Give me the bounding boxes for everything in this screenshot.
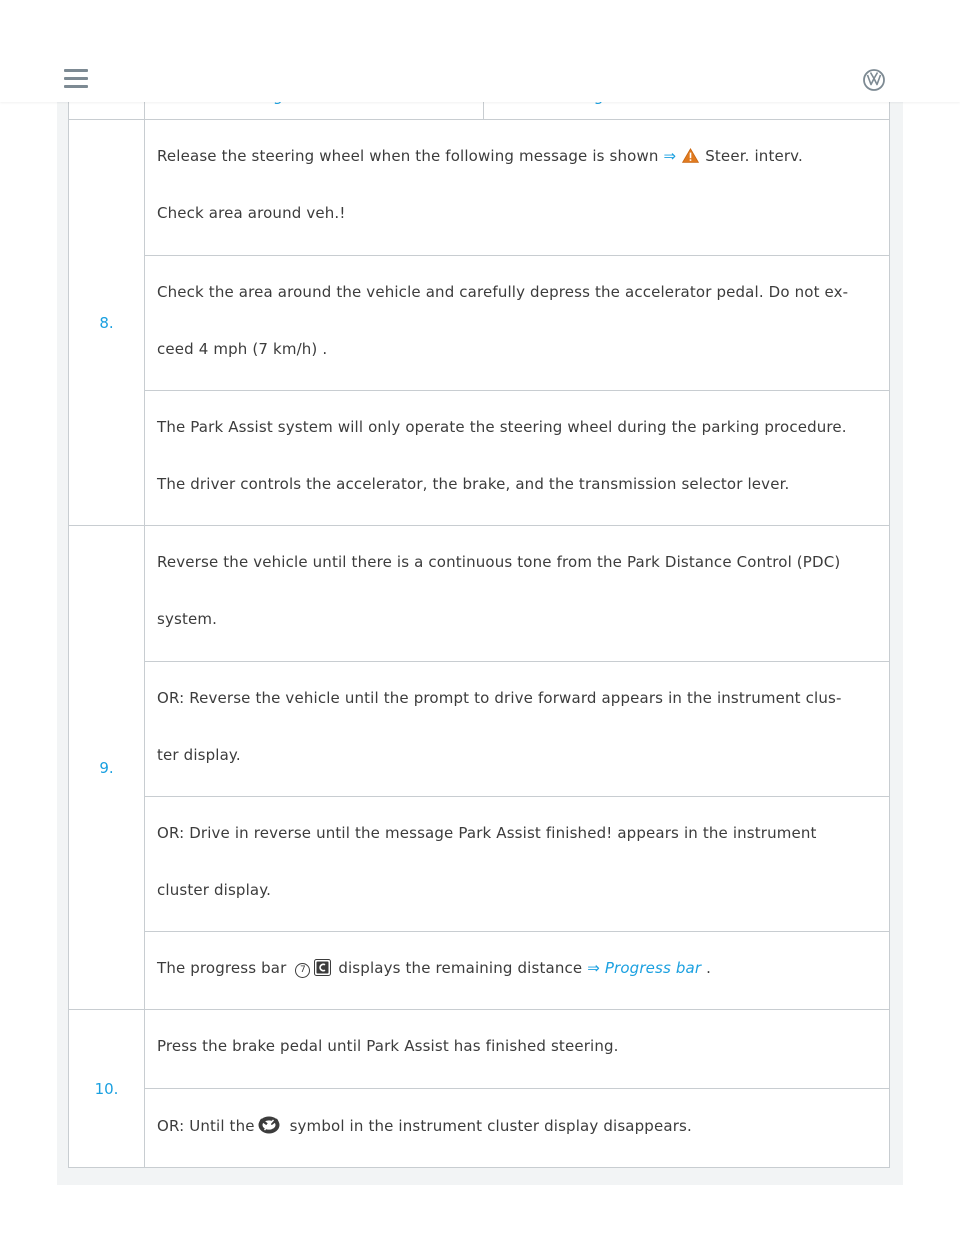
step-text-line: cluster display. (157, 881, 272, 899)
step-cell (145, 1010, 889, 1088)
hamburger-menu-icon[interactable] (64, 69, 88, 89)
top-bar (0, 0, 960, 102)
step-cell (145, 661, 889, 796)
step-number: 10. (69, 1010, 145, 1167)
step-cell (145, 526, 889, 661)
step-text-line: Check area around veh.! (157, 204, 346, 222)
step-8-row (69, 120, 889, 525)
step-text-line: Check the area around the vehicle and carefully depress the accelerator pedal. Do not ex- (157, 283, 849, 301)
step-cell (145, 931, 889, 1009)
step-cell (145, 390, 889, 525)
step-text-line: system. (157, 610, 218, 628)
steps-table (68, 119, 890, 1168)
warning-arrow-link[interactable]: ⇒ (663, 147, 677, 165)
step-text-line: ceed 4 mph (7 km/h) . (157, 340, 328, 358)
callout-c-icon (314, 959, 331, 976)
step-text-line: The Park Assist system will only operate the steering wheel during the parking procedure. (157, 418, 847, 436)
step-cell (145, 120, 889, 255)
step-text-line: Release the steering wheel when the following message is shown ⇒ Steer. interv. (157, 147, 803, 165)
step-10-row (69, 1009, 889, 1167)
step-number: 8. (69, 120, 145, 525)
callout-7-marker: 7 (295, 963, 310, 978)
warning-triangle-icon (682, 148, 699, 163)
step-text-line: ter display. (157, 746, 241, 764)
vw-logo-icon[interactable] (863, 69, 885, 91)
progress-bar-link[interactable]: ⇒ Progress bar (587, 959, 702, 977)
step-text-line: OR: Drive in reverse until the message Park Assist finished! appears in the instrument (157, 824, 817, 842)
step-cell (145, 796, 889, 931)
step-cell (145, 255, 889, 390)
step-text-line: OR: Reverse the vehicle until the prompt to drive forward appears in the instrument clus- (157, 689, 842, 707)
step-number: 9. (69, 526, 145, 1009)
step-text-line: Press the brake pedal until Park Assist has finished steering. (157, 1037, 619, 1055)
step-text-line: Reverse the vehicle until there is a continuous tone from the Park Distance Control (PDC) (157, 553, 841, 571)
step-9-row (69, 525, 889, 1009)
step-text-line: OR: Until the symbol in the instrument cluster display disappears. (157, 1117, 692, 1135)
park-assist-steering-wheel-icon (257, 1115, 281, 1135)
step-text-line: The driver controls the accelerator, the brake, and the transmission selector lever. (157, 475, 790, 493)
step-text-line: The progress bar 7 displays the remaining distance ⇒ Progress bar . (157, 959, 712, 977)
step-cell (145, 1088, 889, 1167)
